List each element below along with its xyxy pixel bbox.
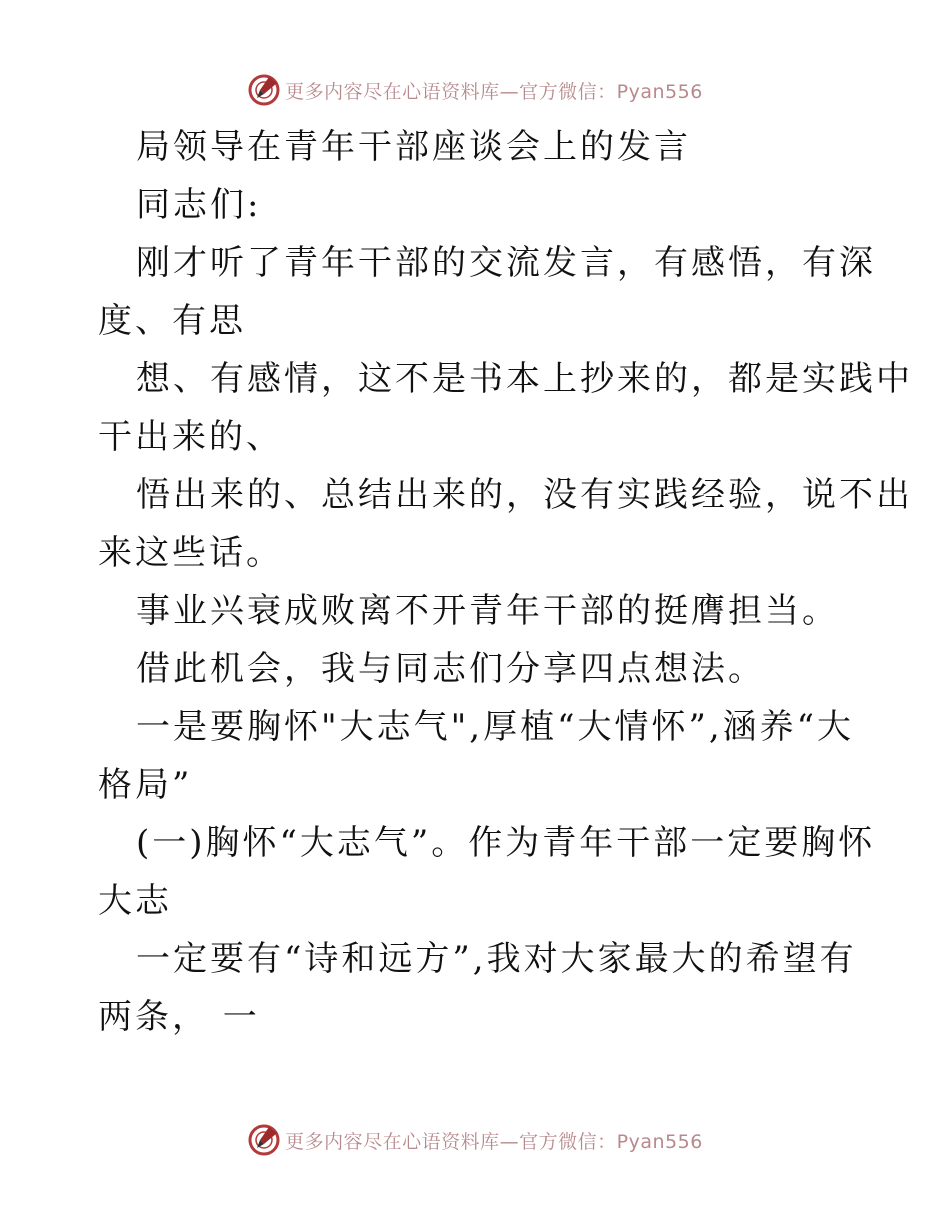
paragraph-line: 度、有思 <box>98 301 246 341</box>
salutation: 同志们: <box>136 185 262 225</box>
document-title: 局领导在青年干部座谈会上的发言 <box>136 127 691 167</box>
paragraph-line: 想、有感情，这不是书本上抄来的，都是实践中 <box>136 359 913 399</box>
document-body <box>98 118 913 1046</box>
paragraph-line: 事业兴衰成败离不开青年干部的挺膺担当。 <box>136 591 839 631</box>
paragraph-line: (一)胸怀“大志气”。作为青年干部一定要胸怀 <box>136 823 876 863</box>
paragraph-line: 借此机会，我与同志们分享四点想法。 <box>136 649 765 689</box>
paragraph-line: 格局” <box>98 765 193 805</box>
paragraph-line: 悟出来的、总结出来的，没有实践经验，说不出 <box>136 475 913 515</box>
paragraph-line: 一是要胸怀"大志气",厚植“大情怀”,涵养“大 <box>136 707 855 747</box>
paragraph-line: 刚才听了青年干部的交流发言，有感悟，有深 <box>136 243 876 283</box>
paragraph-line: 大志 <box>98 881 172 921</box>
paragraph-line: 干出来的、 <box>98 417 283 457</box>
paragraph-line: 两条， 一 <box>98 997 260 1037</box>
watermark-text: 更多内容尽在心语资料库—官方微信：Pyan556 <box>285 80 703 103</box>
header-watermark <box>0 70 950 110</box>
paragraph-line: 一定要有“诗和远方”,我对大家最大的希望有 <box>136 939 857 979</box>
watermark-text: 更多内容尽在心语资料库—官方微信：Pyan556 <box>285 1130 703 1153</box>
paragraph-line: 来这些话。 <box>98 533 283 573</box>
footer-watermark <box>0 1120 950 1160</box>
pen-nib-circle-icon <box>247 73 281 107</box>
pen-nib-circle-icon <box>247 1123 281 1157</box>
